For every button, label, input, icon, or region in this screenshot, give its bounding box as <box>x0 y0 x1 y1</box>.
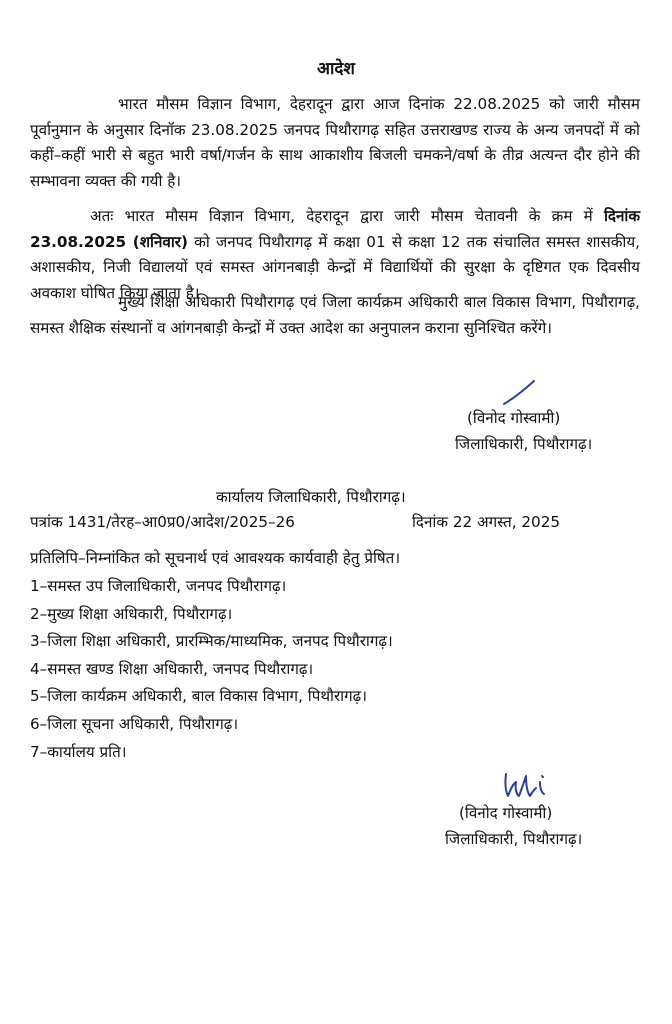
letter-date: दिनांक 22 अगस्त, 2025 <box>412 513 561 531</box>
list-item: 7–कार्यालय प्रति। <box>30 742 127 761</box>
signatory-designation: जिलाधिकारी, पिथौरागढ़। <box>455 435 593 453</box>
signatory-name: (विनोद गोस्वामी) <box>459 804 553 822</box>
order-paragraph-3: मुख्य शिक्षा अधिकारी पिथौरागढ़ एवं जिला कार्यक्रम अधिकारी बाल विकास विभाग, पिथौरागढ़, समस्त शैक्षिक संस्थानों व आंगनबाड़ी केन्द्रों में उक्त आदेश का अनुपालन कराना सुनिश्चित करेंगे। <box>30 293 640 337</box>
signature-block-2 <box>445 800 582 852</box>
copy-intro: प्रतिलिपि–निम्नांकित को सूचनार्थ एवं आवश्यक कार्यवाही हेतु प्रेषित। <box>30 549 401 567</box>
order-title: आदेश <box>317 59 355 79</box>
office-heading: कार्यालय जिलाधिकारी, पिथौरागढ़। <box>216 488 406 506</box>
paragraph-2-intro: अतः भारत मौसम विज्ञान विभाग, देहरादून द्वारा जारी मौसम चेतावनी के क्रम में <box>90 207 604 225</box>
signature-mark-2 <box>500 770 552 802</box>
signature-block-1 <box>455 405 592 457</box>
list-item: 2–मुख्य शिक्षा अधिकारी, पिथौरागढ़। <box>30 604 233 623</box>
list-item: 4–समस्त खण्ड शिक्षा अधिकारी, जनपद पिथौरागढ़। <box>30 659 314 678</box>
list-item: 6–जिला सूचना अधिकारी, पिथौरागढ़। <box>30 714 239 733</box>
signatory-name: (विनोद गोस्वामी) <box>467 409 561 427</box>
signatory-designation: जिलाधिकारी, पिथौरागढ़। <box>445 830 583 848</box>
list-item: 3–जिला शिक्षा अधिकारी, प्रारम्भिक/माध्यमिक, जनपद पिथौरागढ़। <box>30 632 393 651</box>
holiday-date: दिनांक 23.08.2025 (शनिवार) <box>30 207 640 251</box>
signature-mark-1 <box>500 378 540 408</box>
list-item: 1–समस्त उप जिलाधिकारी, जनपद पिथौरागढ़। <box>30 577 287 595</box>
order-paragraph-1: भारत मौसम विज्ञान विभाग, देहरादून द्वारा आज दिनांक 22.08.2025 को जारी मौसम पूर्वानुमान के अनुसार दिनॉक 23.08.2025 जनपद पिथौरागढ़ सहित उत्तराखण्ड राज्य के अन्य जनपदों में को कहीं–कहीं भारी से बहुत भारी वर्षा/गर्जन के साथ आकाशीय बिजली चमकने/वर्षा के तीव्र अत्यन्त दौर होने की सम्भावना व्यक्त की गयी है। <box>30 95 640 190</box>
recipient-list <box>30 576 393 769</box>
paragraph-2-body: को जनपद पिथौरागढ़ में कक्षा 01 से कक्षा 12 तक संचालित समस्त शासकीय, अशासकीय, निजी विद्यालयों एवं समस्त आंगनबाड़ी केन्द्रों में विद्यार्थियों की सुरक्षा के दृष्टिगत एक दिवसीय अवकाश घोषित किया जाता है। <box>30 232 640 302</box>
list-item: 5–जिला कार्यक्रम अधिकारी, बाल विकास विभाग, पिथौरागढ़। <box>30 687 367 706</box>
letter-number: पत्रांक 1431/तेरह–आ0प्र0/आदेश/2025–26 <box>30 513 295 531</box>
